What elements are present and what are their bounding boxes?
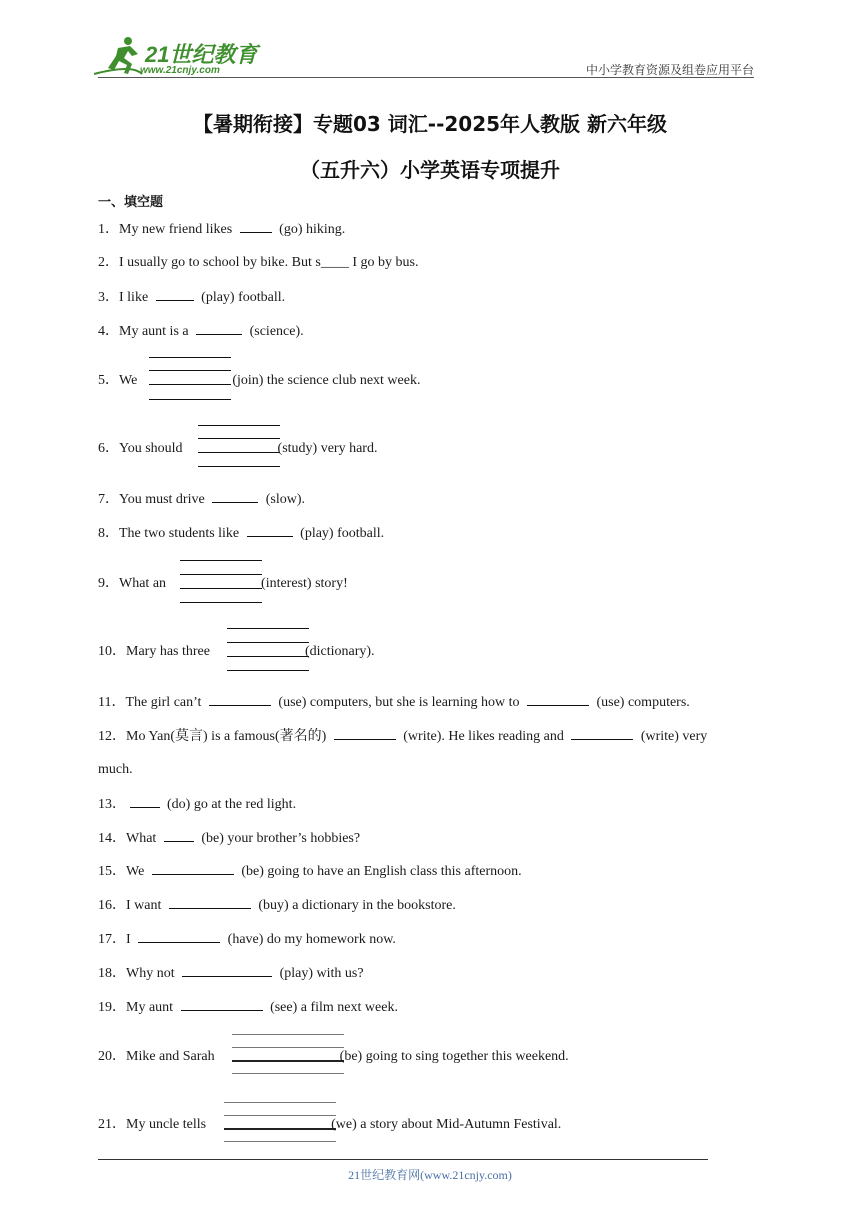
question-text: What an [119, 576, 167, 591]
answer-blank[interactable] [156, 288, 194, 301]
question-hint: (have) do my homework now. [227, 932, 396, 947]
answer-blank[interactable] [181, 998, 263, 1011]
question-number: 14． [98, 831, 126, 846]
question-hint: (play) football. [201, 290, 286, 305]
platform-name: 中小学教育资源及组卷应用平台 [585, 63, 754, 77]
question-hint: (slow). [265, 492, 305, 507]
question-19 [98, 998, 398, 1017]
question-number: 1． [98, 222, 119, 237]
answer-blank[interactable] [130, 795, 160, 808]
question-3 [98, 288, 285, 307]
question-number: 15． [98, 864, 126, 879]
question-11 [98, 693, 690, 712]
question-hint: (buy) a dictionary in the bookstore. [258, 898, 456, 913]
question-text: I [126, 932, 131, 947]
question-12 [98, 727, 707, 746]
question-18 [98, 964, 364, 983]
answer-blank[interactable] [334, 727, 396, 740]
question-text: My new friend likes [119, 222, 233, 237]
section-heading: 一、填空题 [98, 195, 164, 210]
question-text: Mike and Sarah [126, 1049, 215, 1064]
answer-blank[interactable] [240, 220, 272, 233]
question-hint: (study) very hard. [277, 441, 378, 456]
answer-blank[interactable] [209, 693, 271, 706]
question-number: 21． [98, 1117, 126, 1132]
answer-blank[interactable] [169, 896, 251, 909]
question-7 [98, 490, 305, 509]
question-number: 10． [98, 644, 126, 659]
question-text: Why not [126, 966, 175, 981]
question-12-continued: much. [98, 762, 133, 777]
question-text: My aunt [126, 1000, 174, 1015]
question-text: Mary has three [126, 644, 210, 659]
question-hint: I go by bus. [352, 255, 419, 270]
question-2 [98, 254, 418, 272]
question-15 [98, 862, 522, 881]
question-number: 8． [98, 526, 119, 541]
question-text: My uncle tells [126, 1117, 207, 1132]
answer-blank[interactable] [571, 727, 633, 740]
answer-blank[interactable] [138, 930, 220, 943]
logo-text: 21世纪教育 [145, 42, 258, 67]
question-text-mid: (write). He likes reading and [403, 729, 564, 744]
question-number: 19． [98, 1000, 126, 1015]
question-13 [98, 795, 296, 814]
header-divider [98, 77, 754, 78]
answer-blank[interactable] [212, 490, 258, 503]
page-title-line1: 【暑期衔接】专题03 词汇--2025年人教版 新六年级 [192, 112, 668, 136]
footer-divider [98, 1159, 708, 1160]
question-number: 5． [98, 373, 119, 388]
question-number: 20． [98, 1049, 126, 1064]
question-number: 17． [98, 932, 126, 947]
question-number: 4． [98, 324, 119, 339]
question-text: I usually go to school by bike. But s____ [119, 255, 349, 270]
question-text-mid: (use) computers, but she is learning how to [278, 695, 520, 710]
question-number: 7． [98, 492, 119, 507]
answer-blank[interactable] [152, 862, 234, 875]
question-hint: (science). [249, 324, 304, 339]
question-number: 18． [98, 966, 126, 981]
logo-url: www.21cnjy.com [140, 65, 220, 76]
question-hint: (dictionary). [304, 644, 375, 659]
question-number: 12． [98, 729, 126, 744]
answer-blank[interactable] [196, 322, 242, 335]
question-text: We [126, 864, 145, 879]
question-text: We [119, 373, 138, 388]
question-17 [98, 930, 396, 949]
question-text: I like [119, 290, 149, 305]
question-5 [98, 372, 420, 390]
question-6 [98, 440, 377, 458]
question-hint: (write) very [640, 729, 708, 744]
question-text: You must drive [119, 492, 205, 507]
answer-blank[interactable] [182, 964, 272, 977]
question-hint: (use) computers. [596, 695, 690, 710]
question-text: My aunt is a [119, 324, 189, 339]
question-hint: (we) a story about Mid-Autumn Festival. [331, 1117, 562, 1132]
question-text: Mo Yan(莫言) is a famous(著名的) [126, 729, 327, 744]
question-text: The girl can’t [125, 695, 202, 710]
question-hint: (play) with us? [279, 966, 364, 981]
question-number: 16． [98, 898, 126, 913]
page-title-line2: （五升六）小学英语专项提升 [300, 158, 560, 182]
question-21 [98, 1116, 561, 1134]
question-hint: (play) football. [300, 526, 385, 541]
question-text: What [126, 831, 157, 846]
question-number: 6． [98, 441, 119, 456]
question-text: The two students like [119, 526, 240, 541]
question-number: 11． [98, 695, 126, 710]
question-hint: (be) going to have an English class this afternoon. [241, 864, 522, 879]
question-hint: (be) going to sing together this weekend. [339, 1049, 569, 1064]
question-hint: (see) a film next week. [270, 1000, 398, 1015]
question-9 [98, 575, 348, 593]
question-number: 9． [98, 576, 119, 591]
question-hint: (join) the science club next week. [232, 373, 421, 388]
question-8 [98, 524, 384, 543]
question-20 [98, 1048, 569, 1066]
question-number: 2． [98, 255, 119, 270]
question-hint: (do) go at the red light. [167, 797, 297, 812]
question-1 [98, 220, 345, 239]
question-number: 3． [98, 290, 119, 305]
question-hint: (go) hiking. [279, 222, 346, 237]
answer-blank[interactable] [164, 829, 194, 842]
question-number: 13． [98, 797, 126, 812]
question-14 [98, 829, 360, 848]
footer-link[interactable]: 21世纪教育网(www.21cnjy.com) [348, 1168, 512, 1182]
question-hint: (interest) story! [261, 576, 348, 591]
question-text: You should [119, 441, 183, 456]
question-4 [98, 322, 304, 341]
answer-blank[interactable] [247, 524, 293, 537]
question-10 [98, 643, 375, 661]
answer-blank[interactable] [527, 693, 589, 706]
question-16 [98, 896, 456, 915]
question-text: I want [126, 898, 162, 913]
question-hint: (be) your brother’s hobbies? [201, 831, 361, 846]
